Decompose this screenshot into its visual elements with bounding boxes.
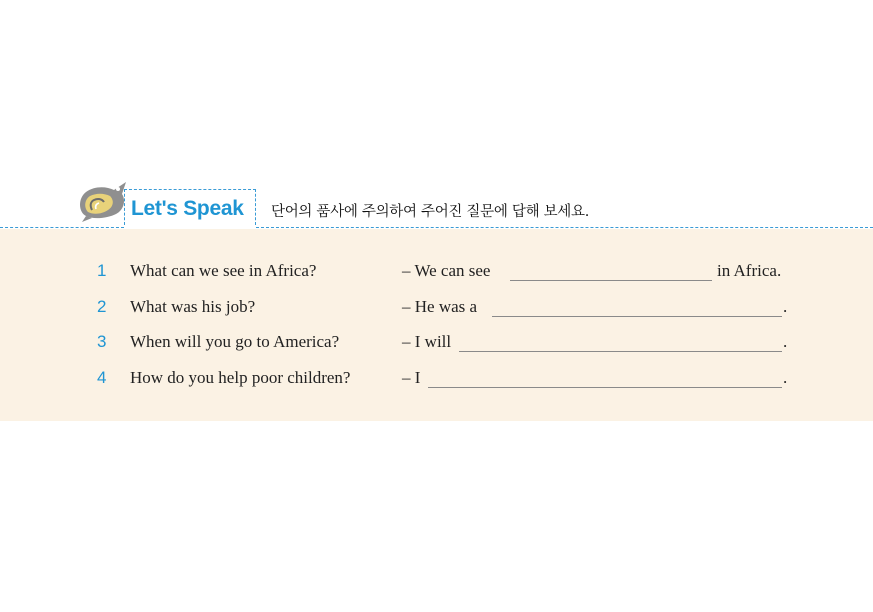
dashed-divider-left [0,227,124,228]
answer-prefix: – I [402,368,421,387]
exercise-row [0,261,873,285]
answer-blank[interactable] [510,280,712,281]
answer-suffix: . [783,297,788,316]
answer-blank[interactable] [459,351,782,352]
exercise-row [0,332,873,356]
item-number: 4 [97,368,107,387]
exercise-panel [0,229,873,421]
answer-suffix: . [783,368,788,387]
answer-prefix: – I will [402,332,452,351]
question-text: What can we see in Africa? [130,261,317,280]
lets-speak-header [0,172,873,230]
answer-blank[interactable] [492,316,782,317]
dashed-divider-right [256,227,873,228]
question-text: What was his job? [130,297,256,316]
question-text: How do you help poor children? [130,368,351,387]
section-title: Let's Speak [131,197,244,220]
answer-blank[interactable] [428,387,782,388]
answer-suffix: . [783,332,788,351]
item-number: 1 [97,261,107,280]
item-number: 2 [97,297,107,316]
answer-prefix: – We can see [402,261,491,280]
instruction-text: 단어의 품사에 주의하여 주어진 질문에 답해 보세요. [271,204,590,220]
answer-suffix: in Africa. [717,261,782,280]
exercise-row [0,368,873,392]
exercise-row [0,297,873,321]
item-number: 3 [97,332,107,351]
answer-prefix: – He was a [402,297,478,316]
question-text: When will you go to America? [130,332,340,351]
